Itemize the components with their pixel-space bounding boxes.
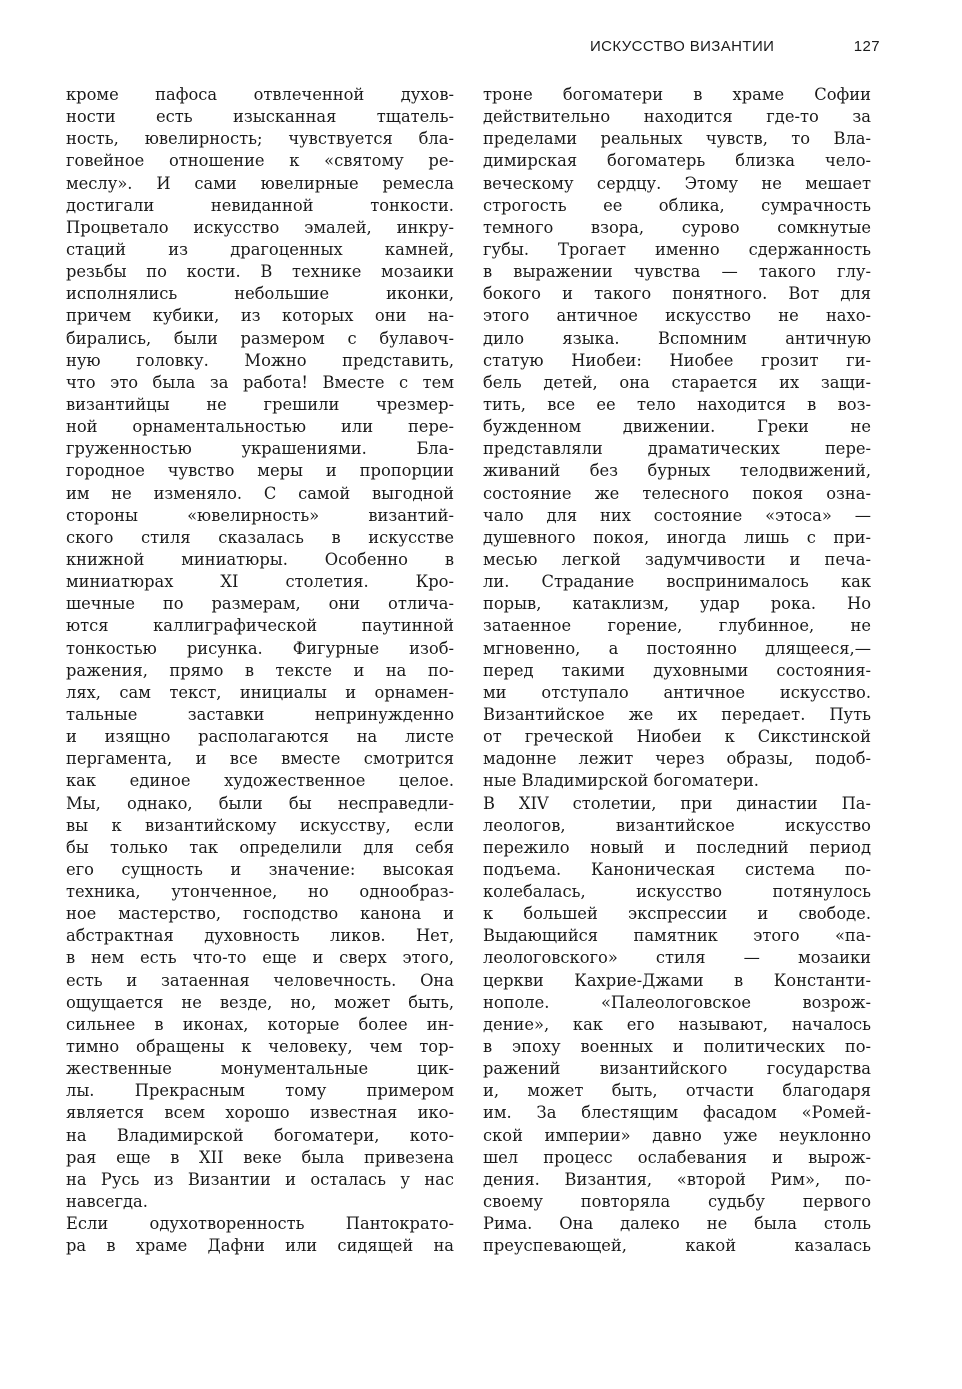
text-line: исполнялись небольшие иконки, xyxy=(66,284,454,304)
text-line: дение», как его называют, началось xyxy=(483,1014,871,1034)
text-line: стаций из драгоценных камней, xyxy=(66,239,454,259)
text-line: груженностью украшениями. Бла- xyxy=(66,439,454,459)
text-line: строгость ее облика, сумрачность xyxy=(483,195,871,215)
text-column-right xyxy=(483,84,871,1257)
text-line: Процветало искусство эмалей, инкру- xyxy=(66,217,454,237)
text-line: миниатюрах XI столетия. Кро- xyxy=(66,572,454,592)
text-line: техника, утонченное, но однообраз- xyxy=(66,882,454,902)
text-line: в выражении чувства — такого глу- xyxy=(483,262,871,282)
text-line: кроме пафоса отвлеченной духов- xyxy=(66,85,454,104)
text-line: от греческой Ниобеи к Сикстинской xyxy=(483,727,871,747)
text-line: бы только так определили для себя xyxy=(66,837,454,857)
text-line: губы. Трогает именно сдержанность xyxy=(483,239,871,259)
text-line: дения. Византия, «второй Рим», по- xyxy=(483,1169,871,1189)
text-line: затаенное горение, глубинное, не xyxy=(483,616,871,636)
text-line: ражения, прямо в тексте и на по- xyxy=(66,660,454,680)
text-line: ми отступало античное искусство. xyxy=(483,682,871,702)
text-line: ощущается не везде, но, может быть, xyxy=(66,992,454,1012)
text-line: бокого и такого понятного. Вот для xyxy=(483,284,871,304)
text-line: статую Ниобеи: Ниобее грозит ги- xyxy=(483,350,871,370)
text-line: мадонне лежит через образы, подоб- xyxy=(483,749,871,769)
text-line: действительно находится где-то за xyxy=(483,107,871,127)
text-line: шел процесс ослабевания и вырож- xyxy=(483,1147,871,1167)
text-line: абстрактная духовность ликов. Нет, xyxy=(66,926,454,946)
text-line: его сущность и значение: высокая xyxy=(66,859,454,879)
text-line: навсегда. xyxy=(66,1192,148,1212)
text-line: бужденном движении. Греки не xyxy=(483,417,871,437)
text-line: ность, ювелирность; чувствуется бла- xyxy=(66,129,454,149)
text-line: ются каллиграфической паутинной xyxy=(66,616,454,636)
text-line: книжной миниатюры. Особенно в xyxy=(66,549,454,569)
text-line: перед такими духовными состояния- xyxy=(483,660,871,680)
text-line: к большей экспрессии и свободе. xyxy=(483,904,871,924)
page-number: 127 xyxy=(853,38,880,55)
text-line: на Владимирской богоматери, кото- xyxy=(66,1125,454,1145)
text-line: в эпоху военных и политических по- xyxy=(483,1037,871,1057)
text-line: преуспевающей, какой казалась xyxy=(483,1236,871,1256)
text-line: представляли драматических пере- xyxy=(483,439,871,459)
text-line: душевного покоя, иногда лишь с при- xyxy=(483,527,871,547)
text-line: дило языка. Вспомним античную xyxy=(483,328,871,348)
text-line: пережило новый и последний период xyxy=(483,837,871,857)
text-line: сильнее в иконах, которые более ин- xyxy=(66,1014,454,1034)
text-line: ли. Страдание воспринималось как xyxy=(483,572,871,592)
text-line: состояние же телесного покоя озна- xyxy=(483,483,871,503)
text-line: византийцы не грешили чрезмер- xyxy=(66,394,454,414)
text-line: Мы, однако, были бы несправедли- xyxy=(66,793,454,813)
text-line: ра в храме Дафни или сидящей на xyxy=(66,1236,454,1256)
text-line: ского стиля сказалась в искусстве xyxy=(66,527,454,547)
text-line: и, может быть, отчасти благодаря xyxy=(483,1081,871,1101)
text-line: порыв, катаклизм, удар рока. Но xyxy=(483,594,871,614)
text-line: колебалась, искусство потянулось xyxy=(483,882,871,902)
text-line: церкви Кахрие-Джами в Константи- xyxy=(483,970,871,990)
text-line: Византийское же их передает. Путь xyxy=(483,704,871,724)
text-line: троне богоматери в храме Софии xyxy=(483,85,871,104)
text-line: говейное отношение к «святому ре- xyxy=(66,151,454,171)
text-line: чало для них состояние «этоса» — xyxy=(483,505,871,525)
text-line: есть и затаенная человечность. Она xyxy=(66,970,454,990)
text-line: леологов, византийское искусство xyxy=(483,815,871,835)
text-line: тимно обращены к человеку, чем тор- xyxy=(66,1037,454,1057)
text-line: темного взора, сурово сомкнутые xyxy=(483,217,871,237)
text-line: веческому сердцу. Этому не мешает xyxy=(483,173,871,193)
text-line: Выдающийся памятник этого «па- xyxy=(483,926,871,946)
text-line: подъема. Каноническая система по- xyxy=(483,859,871,879)
text-line: им не изменяло. С самой выгодной xyxy=(66,483,454,503)
text-line: и изящно располагаются на листе xyxy=(66,727,454,747)
text-line: причем кубики, из которых они на- xyxy=(66,306,454,326)
text-line: тить, все ее тело находится в воз- xyxy=(483,394,871,414)
text-line: городное чувство меры и пропорции xyxy=(66,461,454,481)
text-line: как единое художественное целое. xyxy=(66,771,454,791)
text-line: месью легкой задумчивости и печа- xyxy=(483,549,871,569)
text-line: ской империи» давно уже неуклонно xyxy=(483,1125,871,1145)
text-line: ражений византийского государства xyxy=(483,1059,871,1079)
text-line: в нем есть что-то еще и сверх этого, xyxy=(66,948,454,968)
text-line: ное мастерство, господство канона и xyxy=(66,904,454,924)
text-line: Если одухотворенность Пантократо- xyxy=(66,1214,454,1234)
text-line: ной орнаментальностью или пере- xyxy=(66,417,454,437)
text-line: рая еще в XII веке была привезена xyxy=(66,1147,454,1167)
text-line: резьбы по кости. В технике мозаики xyxy=(66,262,454,282)
text-line: своему повторяла судьбу первого xyxy=(483,1192,871,1212)
text-line: бель детей, она старается их защи- xyxy=(483,372,871,392)
text-line: живаний без бурных телодвижений, xyxy=(483,461,871,481)
text-line: тонкостью рисунка. Фигурные изоб- xyxy=(66,638,454,658)
running-title: ИСКУССТВО ВИЗАНТИИ xyxy=(590,38,775,55)
text-line: меслу». И сами ювелирные ремесла xyxy=(66,173,454,193)
text-line: ные Владимирской богоматери. xyxy=(483,771,759,791)
text-line: мгновенно, а постоянно длящееся,— xyxy=(483,638,871,658)
text-line: ную головку. Можно представить, xyxy=(66,350,454,370)
text-line: этого античное искусство не нахо- xyxy=(483,306,871,326)
text-line: леологовского» стиля — мозаики xyxy=(483,948,871,968)
text-line: бирались, были размером с булавоч- xyxy=(66,328,454,348)
text-line: жественные монументальные цик- xyxy=(66,1059,454,1079)
text-line: Рима. Она далеко не была столь xyxy=(483,1214,871,1234)
text-line: лях, сам текст, инициалы и орнамен- xyxy=(66,682,454,702)
text-line: лы. Прекрасным тому примером xyxy=(66,1081,454,1101)
running-header xyxy=(590,34,880,58)
text-line: им. За блестящим фасадом «Ромей- xyxy=(483,1103,871,1123)
text-line: вы к византийскому искусству, если xyxy=(66,815,454,835)
text-line: является всем хорошо известная ико- xyxy=(66,1103,454,1123)
text-line: достигали невиданной тонкости. xyxy=(66,195,454,215)
text-line: шечные по размерам, они отлича- xyxy=(66,594,454,614)
text-line: стороны «ювелирность» византий- xyxy=(66,505,454,525)
text-line: на Русь из Византии и осталась у нас xyxy=(66,1169,454,1189)
text-column-left xyxy=(66,84,454,1257)
text-line: тальные заставки непринужденно xyxy=(66,704,454,724)
text-line: что это была за работа! Вместе с тем xyxy=(66,372,454,392)
text-line: ности есть изысканная тщатель- xyxy=(66,107,454,127)
text-line: нополе. «Палеологовское возрож- xyxy=(483,992,871,1012)
text-line: димирская богоматерь близка чело- xyxy=(483,151,871,171)
text-line: пределами реальных чувств, то Вла- xyxy=(483,129,871,149)
text-line: В XIV столетии, при династии Па- xyxy=(483,793,871,813)
text-line: пергамента, и все вместе смотрится xyxy=(66,749,454,769)
